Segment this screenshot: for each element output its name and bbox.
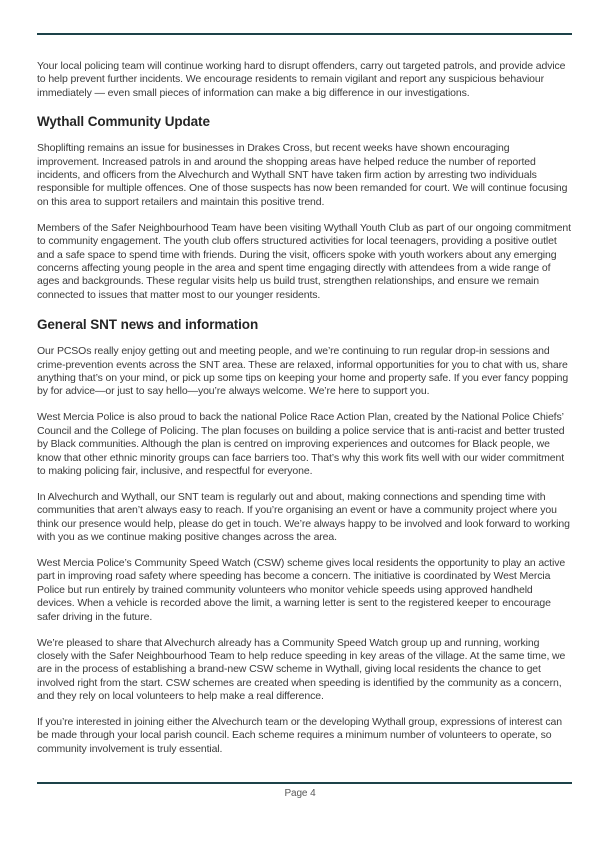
page-number: Page 4 bbox=[284, 788, 316, 799]
section-heading-wythall-community-update: Wythall Community Update bbox=[37, 114, 210, 130]
paragraph-youth-club: Members of the Safer Neighbourhood Team have been visiting Wythall Youth Club as part of our ongoing commitment to community engagement. The youth club offers structured activities for local teenagers, providing a positive outlet and a safe space to spend time with friends. During the visit, officers spoke with youth workers about any emerging concerns affecting young people in the area and spent time engaging directly with attendees from a wide range of ages and backgrounds. These regular visits help us build trust, strengthen relationships, and ensure we remain connected to issues that matter most to our younger residents. bbox=[37, 221, 571, 301]
page-footer bbox=[0, 782, 600, 800]
paragraph-csw-join: If you’re interested in joining either the Alvechurch team or the developing Wythall group, expressions of interest can be made through your local parish council. Each scheme requires a minimum number of volunteers to operate, so community involvement is truly essential. bbox=[37, 716, 562, 755]
paragraph-community-connections: In Alvechurch and Wythall, our SNT team is regularly out and about, making connections and spending time with communities that aren’t always easy to reach. If you’re organising an event or have a community project where you think our presence would help, please do get in touch. We’re always happy to be involved and look forward to working with you as we continue making positive changes across the area. bbox=[37, 490, 570, 544]
intro-paragraph: Your local policing team will continue working hard to disrupt offenders, carry out targeted patrols, and provide advice to help prevent further incidents. We encourage residents to remain vigilant and report any suspicious behaviour immediately — even small pieces of information can make a big difference in our investigations. bbox=[37, 60, 566, 99]
paragraph-community-speed-watch: West Mercia Police’s Community Speed Watch (CSW) scheme gives local residents the opportunity to play an active part in improving road safety where speeding has become a concern. The initiative is coordinated by West Mercia Police but run entirely by trained community volunteers who monitor vehicle speeds using approved handheld devices. When a vehicle is recorded above the limit, a warning letter is sent to the registered keeper to encourage safer driving in the future. bbox=[37, 556, 566, 623]
paragraph-race-action-plan: West Mercia Police is also proud to back the national Police Race Action Plan, created by the National Police Chiefs’ Council and the College of Policing. The plan focuses on building a police service that is anti-racist and better trusted by Black communities. Although the plan is centred on improving experiences and outcomes for Black people, we know that other ethnic minority groups can face barriers too. That’s why this work fits well with our wider commitment to making policing fair, inclusive, and respectful for everyone. bbox=[37, 411, 565, 477]
section-heading-general-snt-news: General SNT news and information bbox=[37, 317, 259, 333]
paragraph-shoplifting: Shoplifting remains an issue for businesses in Drakes Cross, but recent weeks have shown encouraging improvement. Increased patrols in and around the shopping areas have helped reduce the number of reported incidents, and officers from the Alvechurch and Wythall SNT have taken firm action by arresting two individuals responsible for multiple offences. One of those suspects has now been remanded for court. We will continue focusing on this area to support retailers and maintain this positive trend. bbox=[37, 142, 568, 208]
page-content bbox=[37, 60, 571, 769]
footer-rule bbox=[37, 782, 572, 784]
header-rule bbox=[37, 33, 572, 35]
paragraph-csw-alvechurch-wythall: We’re pleased to share that Alvechurch already has a Community Speed Watch group up and running, working closely with the Safer Neighbourhood Team to help reduce speeding in key areas of the village. At the same time, we are in the process of establishing a brand-new CSW scheme in Wythall, giving local residents the chance to get involved right from the start. CSW schemes are created when speeding is identified by the community as a concern, and they rely on local volunteers to help make a real difference. bbox=[37, 636, 566, 703]
paragraph-pcsos-drop-in: Our PCSOs really enjoy getting out and meeting people, and we’re continuing to run regular drop-in sessions and crime-prevention events across the SNT area. These are relaxed, informal opportunities for you to chat with us, share anything that’s on your mind, or pick up some tips on keeping your home and property safe. If you ever fancy popping by for advice—or just to say hello—you’re always welcome. We’re here to support you. bbox=[37, 345, 569, 398]
